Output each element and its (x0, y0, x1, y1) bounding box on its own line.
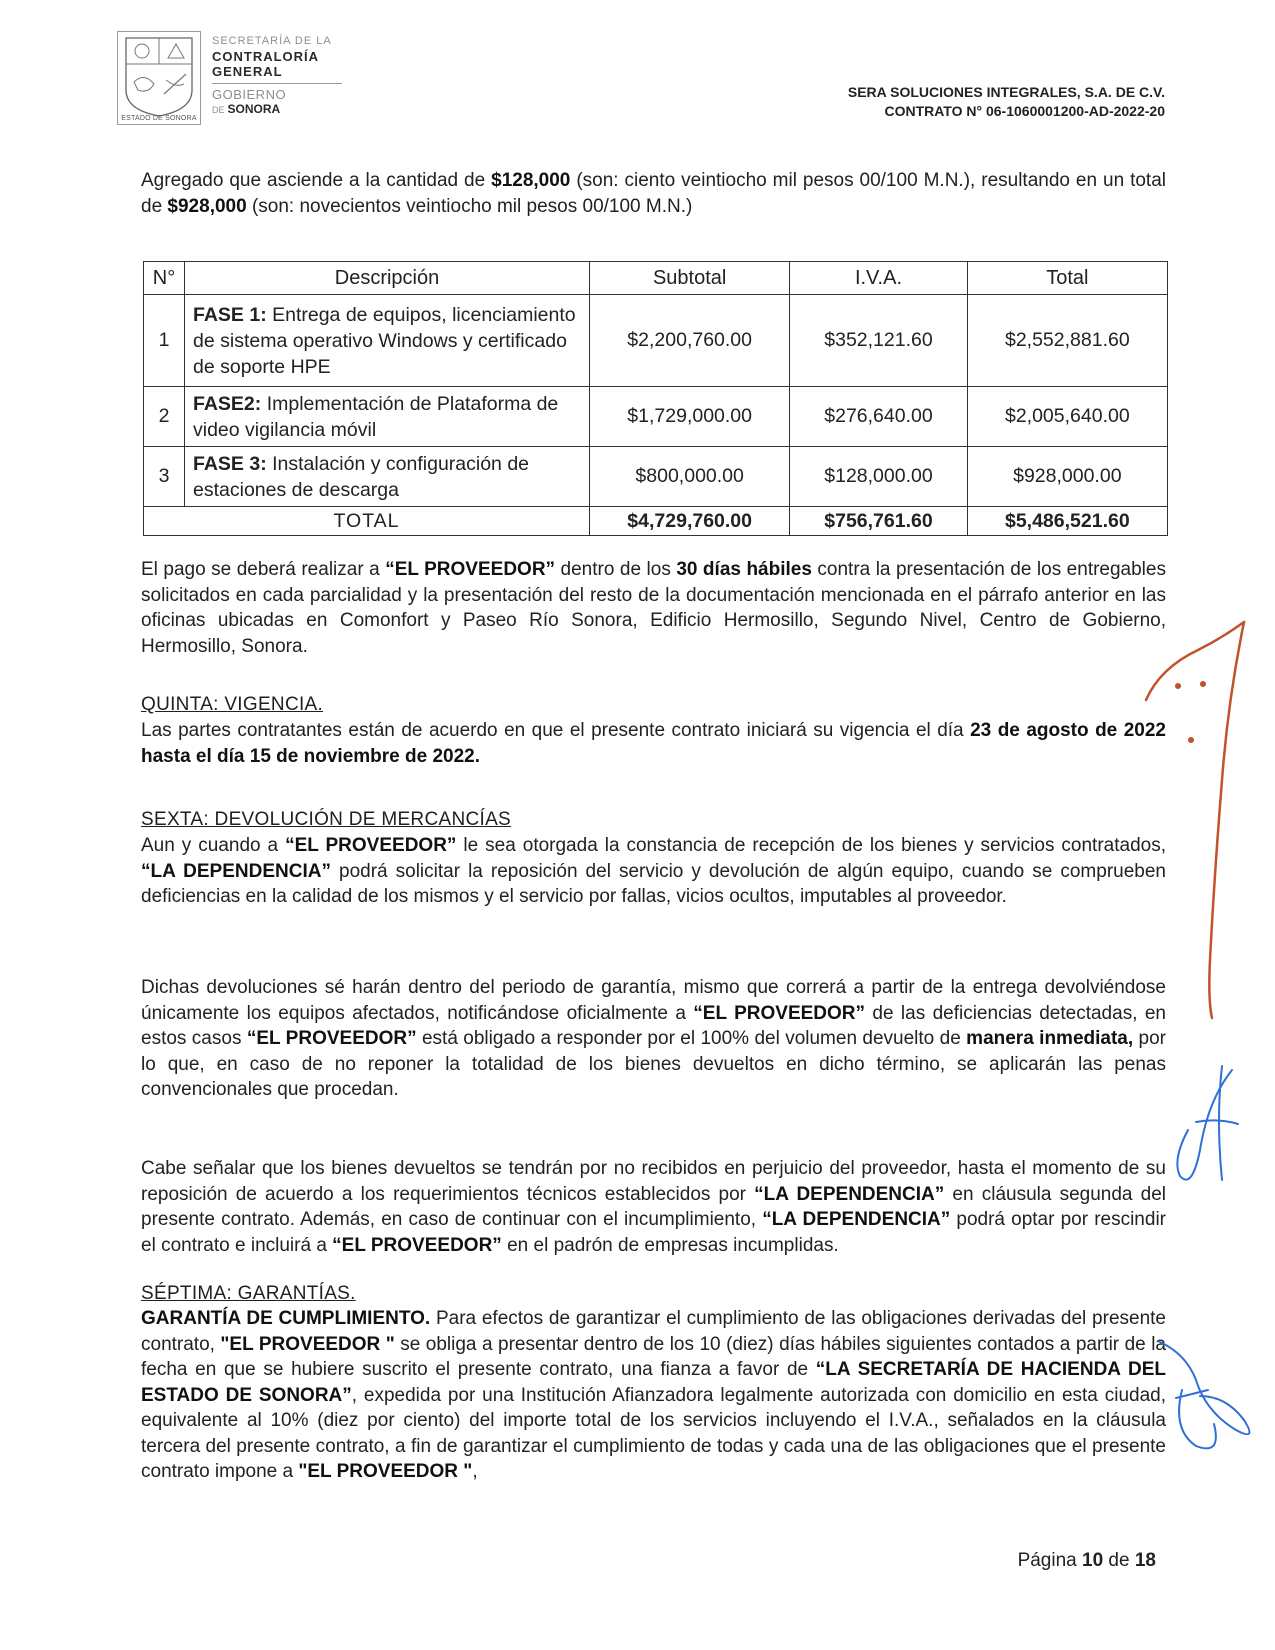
sexta-p3-text-1: Cabe señalar que los bienes devueltos se tendrán por no recibidos en perjuicio del proveedor, hasta el momento de su reposición de acuerdo a los requerimientos técnicos establecidos por (141, 1158, 1166, 1205)
col-header-description: Descripción (185, 262, 590, 295)
col-header-subtotal: Subtotal (590, 262, 790, 295)
sexta-p1-bold-2: “LA DEPENDENCIA” (141, 860, 331, 882)
col-header-number: N° (144, 262, 185, 295)
septima-text-2: se obliga a presentar dentro de los 10 (diez) días hábiles siguientes contados a partir de la fecha en que se hubiere suscrito el presente contrato, una fianza a favor de (141, 1333, 1166, 1380)
phase-text: Implementación de Plataforma de video vigilancia móvil (193, 392, 559, 441)
intro-bold-1: $128,000 (491, 170, 571, 191)
total-subtotal: $4,729,760.00 (590, 507, 790, 536)
sexta-p3-bold-1: “LA DEPENDENCIA” (754, 1183, 945, 1205)
sexta-p1-text-2: le sea otorgada la constancia de recepción de los bienes y servicios contratados, (456, 835, 1166, 856)
page-mid: de (1103, 1550, 1135, 1571)
seal-caption: ESTADO DE SONORA (121, 115, 197, 122)
sexta-p3-text-3: podrá optar por rescindir el contrato e incluirá a (141, 1209, 1166, 1256)
septima-bold-4: "EL PROVEEDOR " (298, 1461, 473, 1482)
sexta-p1-bold-1: “EL PROVEEDOR” (285, 835, 457, 856)
payment-text-2: dentro de los (555, 559, 677, 580)
company-name: SERA SOLUCIONES INTEGRALES, S.A. DE C.V. (847, 84, 1165, 100)
logo-divider (212, 83, 342, 84)
row-subtotal: $2,200,760.00 (590, 295, 790, 387)
sexta-p2-text-2: de las deficiencias detectadas, en estos casos (141, 1002, 1166, 1049)
logo-line-5-prefix: DE (212, 105, 225, 115)
intro-paragraph (141, 168, 1166, 219)
logo-line-1: SECRETARÍA DE LA (212, 35, 332, 47)
intro-text-3: (son: novecientos veintiocho mil pesos 00/100 M.N.) (246, 195, 693, 217)
orange-signature-icon (1146, 622, 1244, 1018)
row-subtotal: $1,729,000.00 (590, 387, 790, 447)
table-row (144, 387, 1168, 447)
page-prefix: Página (1017, 1550, 1083, 1571)
sexta-p2-text-4: por lo que, en caso de no reponer la totalidad de los bienes devueltos en dicho término, se aplicarán las penas convencionales que procedan. (141, 1028, 1166, 1100)
clause-sexta-paragraph-1 (141, 833, 1166, 910)
payment-bold-2: 30 días hábiles (676, 559, 812, 580)
col-header-total: Total (967, 262, 1167, 295)
logo-line-5 (212, 102, 342, 118)
row-number: 2 (144, 387, 185, 447)
intro-bold-2: $928,000 (167, 195, 247, 217)
phase-text: Instalación y configuración de estaciones de descarga (193, 452, 530, 501)
current-page: 10 (1082, 1550, 1104, 1571)
row-iva: $128,000.00 (790, 447, 967, 507)
septima-text-4: , (472, 1461, 478, 1482)
sexta-p3-text-2: en cláusula segunda del presente contrato. Además, en caso de continuar con el incumplimiento, (141, 1183, 1167, 1230)
septima-bold-3: “LA SECRETARÍA DE HACIENDA DEL ESTADO DE SONORA” (141, 1359, 1166, 1406)
total-label: TOTAL (144, 507, 590, 536)
row-total: $928,000.00 (967, 447, 1167, 507)
total-iva: $756,761.60 (790, 507, 967, 536)
intro-text-1: Agregado que asciende a la cantidad de (141, 170, 492, 191)
institution-logo-text (212, 34, 342, 118)
row-description (185, 447, 590, 507)
clause-sexta-heading: SEXTA: DEVOLUCIÓN DE MERCANCÍAS (141, 809, 512, 830)
page-number (1018, 1550, 1156, 1572)
logo-line-5-text: SONORA (227, 102, 281, 116)
document-header (848, 83, 1165, 121)
phase-label: FASE 1: (193, 303, 267, 326)
row-description (185, 387, 590, 447)
clause-sexta-paragraph-2 (141, 975, 1166, 1103)
phase-text: Entrega de equipos, licenciamiento de sistema operativo Windows y certificado de soporte HPE (193, 303, 576, 378)
phase-label: FASE 3: (193, 452, 267, 475)
sexta-p2-text-1: Dichas devoluciones sé harán dentro del periodo de garantía, mismo que correrá a partir de la entrega devolviéndose únicamente los equipos afectados, notificándose oficialmente a (141, 977, 1166, 1024)
sexta-p2-bold-1: “EL PROVEEDOR” (693, 1002, 866, 1024)
clause-quinta-text (141, 718, 1166, 769)
sexta-p1-text-1: Aun y cuando a (141, 835, 286, 856)
sexta-p2-text-3: está obligado a responder por el 100% del volumen devuelto de (416, 1028, 967, 1049)
state-seal (117, 31, 201, 125)
total-pages: 18 (1134, 1550, 1156, 1571)
septima-text-1: Para efectos de garantizar el cumplimiento de las obligaciones derivadas del presente contrato, (141, 1308, 1166, 1355)
table-row (144, 295, 1168, 387)
logo-line-2: CONTRALORÍA (212, 49, 320, 64)
row-number: 3 (144, 447, 185, 507)
payment-text-1: El pago se deberá realizar a (141, 559, 386, 580)
row-subtotal: $800,000.00 (590, 447, 790, 507)
total-total: $5,486,521.60 (967, 507, 1167, 536)
row-total: $2,005,640.00 (967, 387, 1167, 447)
payment-paragraph (141, 557, 1166, 659)
row-total: $2,552,881.60 (967, 295, 1167, 387)
septima-text-3: , expedida por una Institución Afianzadora legalmente autorizada con domicilio en esta ciudad, equivalente al 10% (diez por ciento) del importe total de los servicios incluyendo el I.V.A., señalados en la cláusula tercera del presente contrato, a fin de garantizar el cumplimiento de todas y cada una de las obligaciones que el presente contrato impone a (141, 1384, 1166, 1482)
quinta-bold-1: 23 de agosto de 2022 hasta el día 15 de noviembre de 2022. (141, 720, 1166, 767)
row-iva: $352,121.60 (790, 295, 967, 387)
row-description (185, 295, 590, 387)
seal-shield-icon (118, 32, 200, 124)
contract-number: CONTRATO N° 06-1060001200-AD-2022-20 (884, 103, 1165, 119)
clause-sexta-paragraph-3 (141, 1156, 1166, 1258)
sexta-p3-text-4: en el padrón de empresas incumplidas. (501, 1234, 839, 1256)
table-header-row (144, 262, 1168, 295)
blue-signature-icon (1160, 1066, 1249, 1448)
table-row (144, 447, 1168, 507)
sexta-p2-bold-3: manera inmediata, (966, 1028, 1134, 1049)
payment-text-3: contra la presentación de los entregables solicitados en cada parcialidad y la presentación del resto de la documentación mencionada en el párrafo anterior en las oficinas ubicadas en Comonfort y Paseo Río Sonora, Edificio Hermosillo, Segundo Nivel, Centro de Gobierno, Hermosillo, Sonora. (141, 559, 1166, 657)
sexta-p2-bold-2: “EL PROVEEDOR” (246, 1028, 417, 1049)
quinta-text-1: Las partes contratantes están de acuerdo en que el presente contrato iniciará su vigencia el día (141, 720, 971, 741)
table-total-row (144, 507, 1168, 536)
sexta-p3-bold-2: “LA DEPENDENCIA” (762, 1209, 951, 1230)
septima-bold-1: GARANTÍA DE CUMPLIMIENTO. (141, 1308, 431, 1329)
clause-quinta-heading: QUINTA: VIGENCIA. (141, 694, 324, 715)
sexta-p1-text-3: podrá solicitar la reposición del servicio y devolución de algún equipo, cuando se comprueben deficiencias en la calidad de los mismos y el servicio por fallas, vicios ocultos, imputables al proveedor. (141, 860, 1166, 907)
payment-bold-1: “EL PROVEEDOR” (385, 559, 556, 580)
clause-septima-paragraph (141, 1306, 1166, 1485)
sexta-p3-bold-3: “EL PROVEEDOR” (332, 1234, 502, 1256)
row-number: 1 (144, 295, 185, 387)
phase-label: FASE2: (193, 392, 262, 415)
logo-line-3: GENERAL (212, 64, 283, 79)
intro-text-2: (son: ciento veintiocho mil pesos 00/100 M.N.), resultando en un total de (141, 170, 1166, 217)
row-iva: $276,640.00 (790, 387, 967, 447)
phases-cost-table (143, 261, 1168, 536)
septima-bold-2: "EL PROVEEDOR " (220, 1333, 395, 1355)
col-header-iva: I.V.A. (790, 262, 967, 295)
clause-septima-heading: SÉPTIMA: GARANTÍAS. (141, 1283, 356, 1304)
logo-line-4: GOBIERNO (212, 87, 287, 102)
